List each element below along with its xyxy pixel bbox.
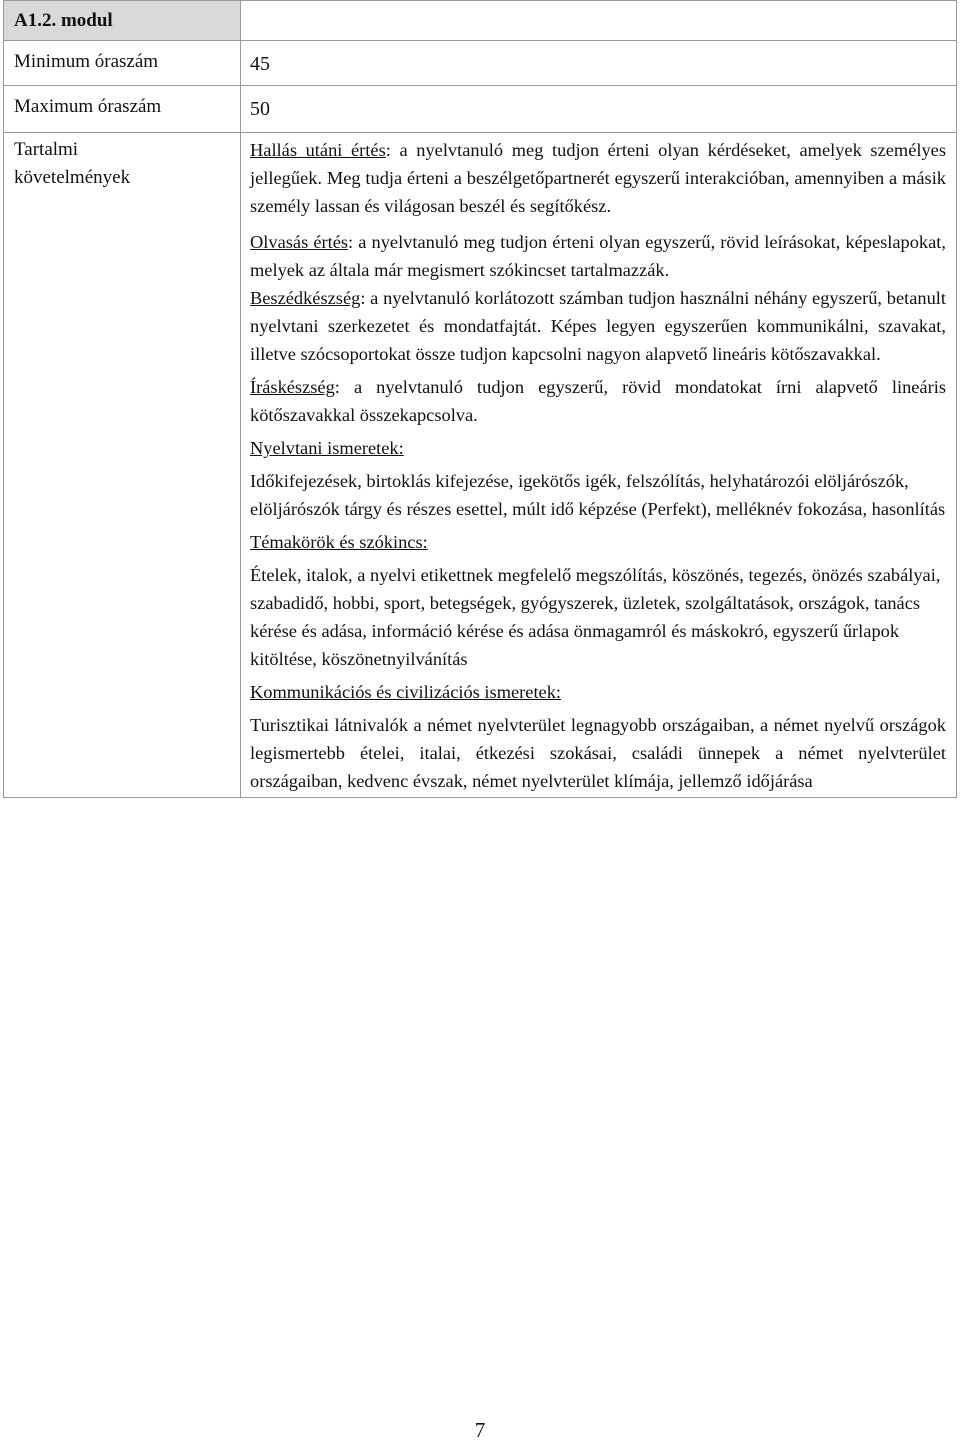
- grammar-heading: Nyelvtani ismeretek:: [250, 438, 404, 458]
- topics-heading: Témakörök és szókincs:: [250, 532, 428, 552]
- reading-paragraph: [250, 228, 946, 284]
- writing-paragraph: [250, 373, 946, 429]
- writing-text: : a nyelvtanuló tudjon egyszerű, rövid mondatokat írni alapvető lineáris kötőszavakkal összekapcsolva.: [250, 377, 946, 425]
- topics-text: Ételek, italok, a nyelvi etikettnek megfelelő megszólítás, köszönés, tegezés, önözés szabályai, szabadidő, hobbi, sport, betegségek, gyógyszerek, üzletek, szolgáltatások, országok, tanács kérése és adása, információ kérése és adása önmagamról és máskokró, egyszerű űrlapok kitöltése, köszönetnyilvánítás: [250, 565, 941, 669]
- module-title: A1.2. modul: [4, 1, 241, 41]
- content-label: [4, 133, 241, 798]
- content-label-line1: Tartalmi: [14, 139, 79, 160]
- listening-heading: Hallás utáni értés: [250, 140, 386, 160]
- page-number: 7: [474, 1418, 486, 1442]
- communication-text: Turisztikai látnivalók a német nyelvterület legnagyobb országaiban, a német nyelvű országok legismertebb ételei, italai, étkezési szokásai, családi ünnepek a német nyelvterület országaiban, kedvenc évszak, német nyelvterület klímája, jellemző időjárása: [250, 715, 946, 791]
- module-header-row: [4, 1, 957, 41]
- module-header-empty: [241, 1, 957, 41]
- speaking-paragraph: [250, 284, 946, 368]
- reading-text: : a nyelvtanuló meg tudjon érteni olyan egyszerű, rövid leírásokat, képeslapokat, melyek az általa már megismert szókincset tartalmazzák.: [250, 232, 946, 280]
- max-hours-row: [4, 86, 957, 133]
- listening-text: : a nyelvtanuló meg tudjon érteni olyan kérdéseket, amelyek személyes jellegűek. Meg tudja érteni a beszélgetőpartnerét egyszerű interakcióban, amennyiben a másik személy lassan és világosan beszél és segítőkész.: [250, 140, 946, 216]
- min-hours-label: Minimum óraszám: [4, 41, 241, 86]
- max-hours-value: 50: [241, 86, 957, 133]
- content-label-line2: követelmények: [14, 167, 131, 188]
- grammar-text: Időkifejezések, birtoklás kifejezése, igekötős igék, felszólítás, helyhatározói elöljárószók, elöljárószók tárgy és részes esettel, múlt idő képzése (Perfekt), melléknév fokozása, hasonlítás: [250, 471, 946, 519]
- min-hours-value: 45: [241, 41, 957, 86]
- content-row: [4, 133, 957, 798]
- content-cell: [241, 133, 957, 798]
- module-table: [3, 0, 957, 798]
- communication-heading: Kommunikációs és civilizációs ismeretek:: [250, 682, 562, 702]
- max-hours-label: Maximum óraszám: [4, 86, 241, 133]
- min-hours-row: [4, 41, 957, 86]
- reading-heading: Olvasás értés: [250, 232, 349, 252]
- speaking-heading: Beszédkészség: [250, 288, 361, 308]
- writing-heading: Íráskészség: [250, 377, 335, 397]
- speaking-text: : a nyelvtanuló korlátozott számban tudjon használni néhány egyszerű, betanult nyelvtani szerkezetet és mondatfajtát. Képes legyen egyszerűen kommunikálni, szavakat, illetve szócsoportokat össze tudjon kapcsolni nagyon alapvető lineáris kötőszavakkal.: [250, 288, 946, 364]
- listening-paragraph: [250, 136, 946, 220]
